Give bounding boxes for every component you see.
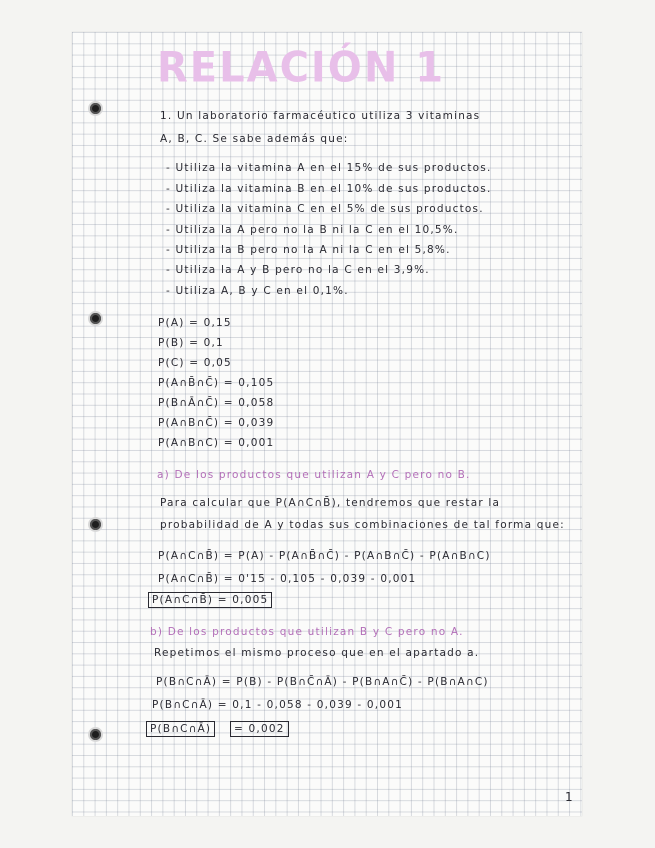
fact-item: - Utiliza la vitamina C en el 5% de sus productos.: [166, 203, 484, 215]
part-a-explanation: Para calcular que P(A∩C∩B̄), tendremos que restar la: [160, 497, 501, 509]
part-a-result: P(A∩C∩B̄) = 0,005: [148, 592, 272, 608]
probability-value: P(C) = 0,05: [158, 357, 232, 369]
fact-item: - Utiliza la B pero no la A ni la C en el 5,8%.: [166, 244, 451, 256]
fact-item: - Utiliza A, B y C en el 0,1%.: [166, 285, 349, 297]
part-b-explanation: Repetimos el mismo proceso que en el apartado a.: [154, 647, 480, 659]
probability-value: P(B∩Ā∩C̄) = 0,058: [158, 397, 275, 409]
part-b-formula: P(B∩C∩Ā) = P(B) - P(B∩C̄∩Ā) - P(B∩A∩C̄) - P(B∩A∩C): [156, 676, 489, 688]
binder-hole: [90, 519, 101, 530]
probability-value: P(A∩B∩C) = 0,001: [158, 437, 275, 449]
part-b-result-label: P(B∩C∩Ā): [146, 721, 215, 737]
part-a-question: a) De los productos que utilizan A y C pero no B.: [157, 469, 471, 481]
probability-value: P(B) = 0,1: [158, 337, 224, 349]
page-number: 1: [565, 790, 573, 804]
page-title: RELACIÓN 1: [157, 43, 446, 93]
fact-item: - Utiliza la vitamina B en el 10% de sus productos.: [166, 183, 492, 195]
probability-value: P(A) = 0,15: [158, 317, 232, 329]
intro-line-1: 1. Un laboratorio farmacéutico utiliza 3 vitaminas: [160, 110, 481, 122]
part-a-explanation: probabilidad de A y todas sus combinaciones de tal forma que:: [160, 519, 565, 531]
part-b-result-value: = 0,002: [230, 721, 289, 737]
fact-item: - Utiliza la A pero no la B ni la C en el 10,5%.: [166, 224, 459, 236]
binder-hole: [90, 313, 101, 324]
intro-line-2: A, B, C. Se sabe además que:: [160, 133, 349, 145]
binder-hole: [90, 729, 101, 740]
fact-item: - Utiliza la A y B pero no la C en el 3,9%.: [166, 264, 430, 276]
part-b-substitution: P(B∩C∩Ā) = 0,1 - 0,058 - 0,039 - 0,001: [152, 699, 403, 711]
probability-value: P(A∩B̄∩C̄) = 0,105: [158, 377, 275, 389]
part-b-question: b) De los productos que utilizan B y C pero no A.: [150, 626, 464, 638]
fact-item: - Utiliza la vitamina A en el 15% de sus productos.: [166, 162, 492, 174]
probability-value: P(A∩B∩C̄) = 0,039: [158, 417, 275, 429]
part-a-formula: P(A∩C∩B̄) = P(A) - P(A∩B̄∩C̄) - P(A∩B∩C̄) - P(A∩B∩C): [158, 550, 491, 562]
part-a-substitution: P(A∩C∩B̄) = 0'15 - 0,105 - 0,039 - 0,001: [158, 573, 417, 585]
binder-hole: [90, 103, 101, 114]
